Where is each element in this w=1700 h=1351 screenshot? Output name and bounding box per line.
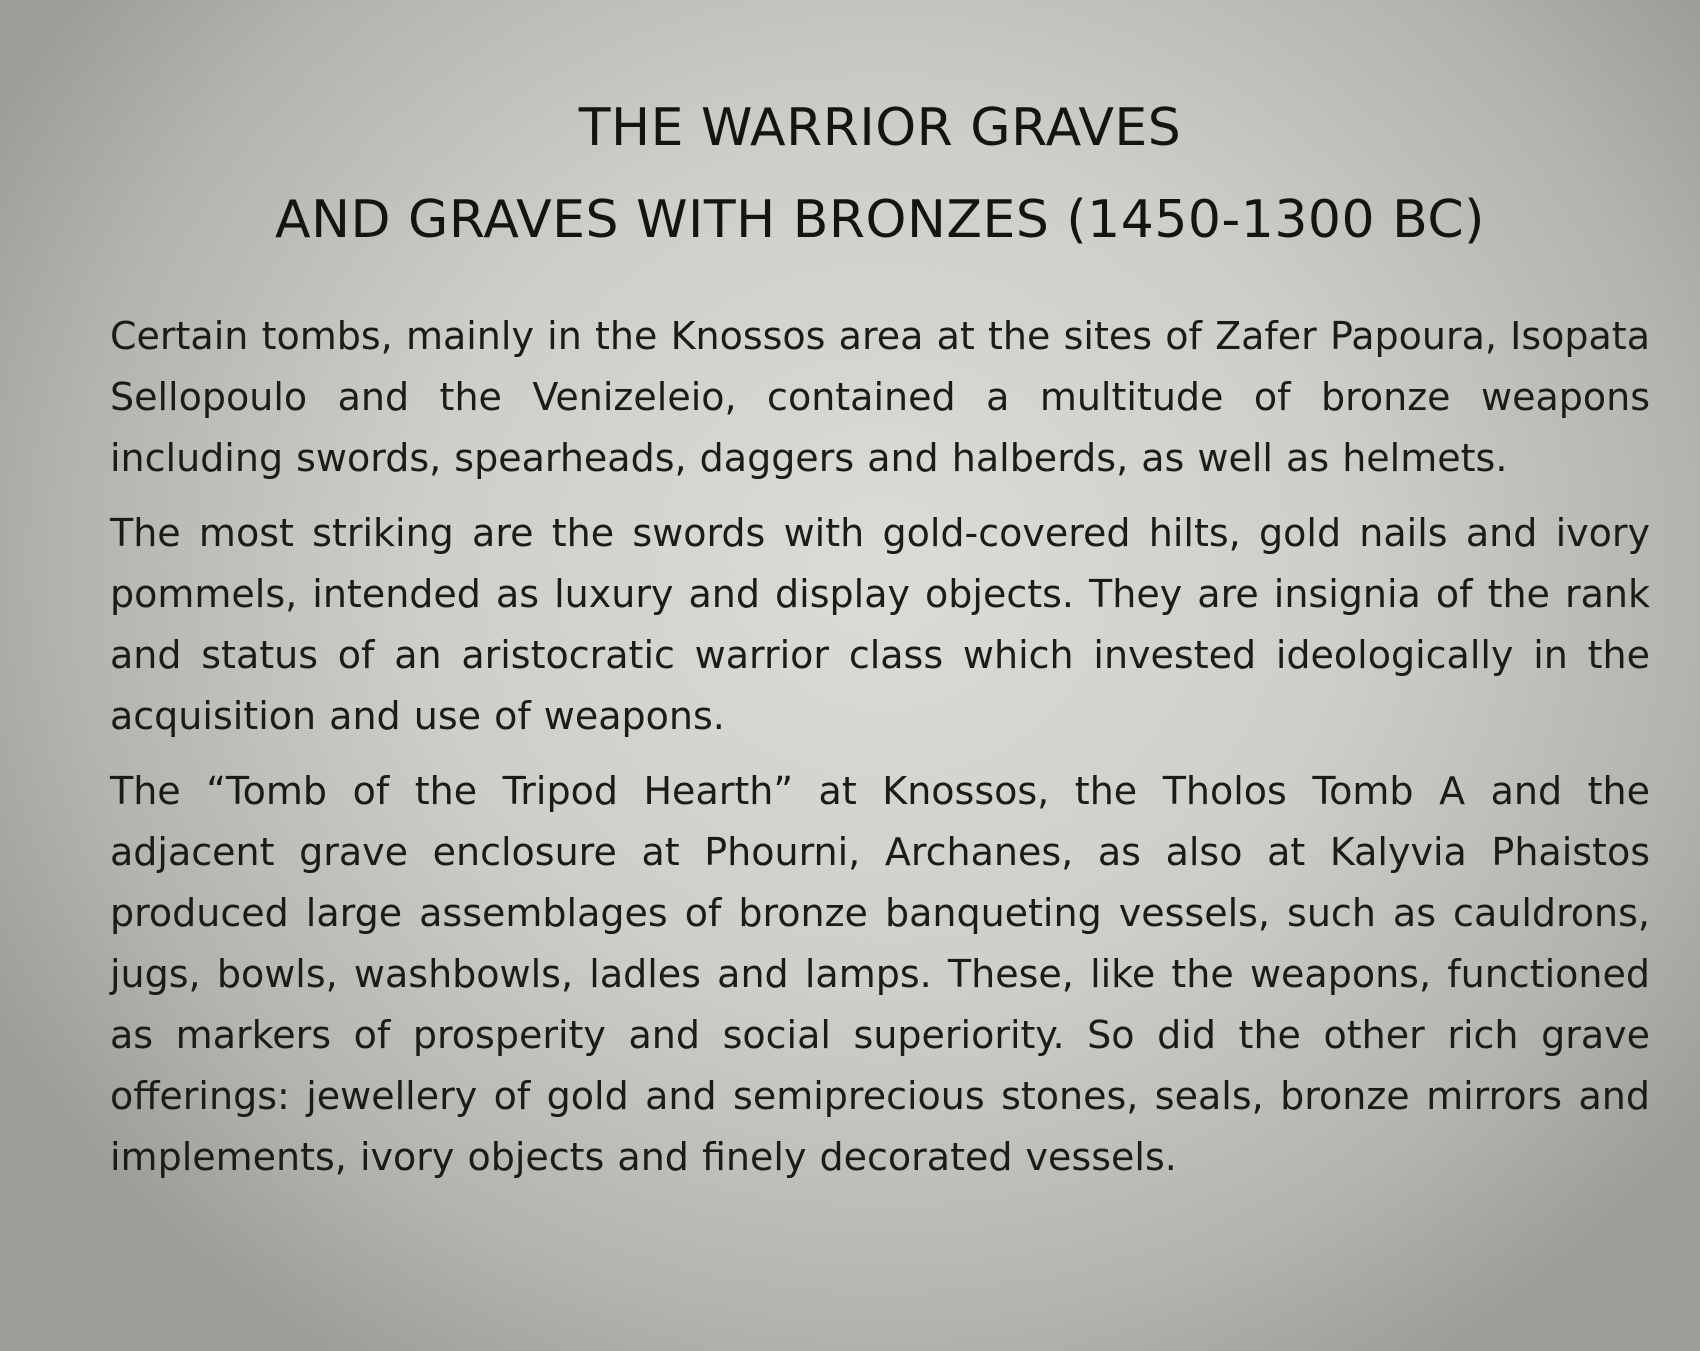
panel-body xyxy=(110,306,1650,1202)
paragraph-1: Certain tombs, mainly in the Knossos area at the sites of Zafer Papoura, Isopata Sellopoulo and the Venizeleio, contained a multitude of bronze weapons including swords, spearheads, daggers and halberds, as well as helmets. xyxy=(110,314,1650,480)
title-line-1: THE WARRIOR GRAVES xyxy=(578,98,1182,158)
panel-title xyxy=(0,82,1700,266)
paragraph-3: The “Tomb of the Tripod Hearth” at Knossos, the Tholos Tomb A and the adjacent grave enclosure at Phourni, Archanes, as also at Kalyvia Phaistos produced large assemblages of bronze banqueting vessels, such as cauldrons, jugs, bowls, washbowls, ladles and lamps. These, like the weapons, functioned as markers of prosperity and social superiority. So did the other rich grave offerings: jewellery of gold and semiprecious stones, seals, bronze mirrors and implements, ivory objects and finely decorated vessels. xyxy=(110,769,1650,1179)
paragraph-2: The most striking are the swords with gold-covered hilts, gold nails and ivory pommels, intended as luxury and display objects. They are insignia of the rank and status of an aristocratic warrior class which invested ideologically in the acquisition and use of weapons. xyxy=(110,511,1650,738)
title-line-2: AND GRAVES WITH BRONZES (1450-1300 BC) xyxy=(275,190,1485,250)
